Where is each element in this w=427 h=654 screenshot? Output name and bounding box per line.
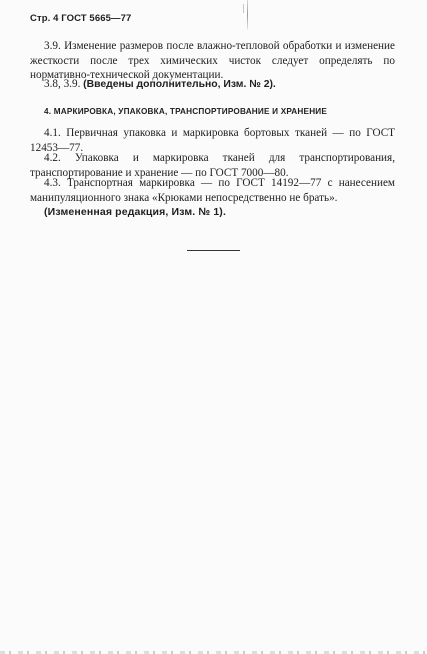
paragraph-3-8-bold-note: (Введены дополнительно, Изм. № 2). — [83, 79, 276, 90]
scan-mark — [247, 0, 248, 30]
paragraph-3-8-3-9-note — [30, 77, 395, 93]
section-title: 4. МАРКИРОВКА, УПАКОВКА, ТРАНСПОРТИРОВАНИЕ И ХРАНЕНИЕ — [44, 107, 328, 116]
revision-note: (Измененная редакция, Изм. № 1). — [44, 206, 227, 218]
section-divider — [187, 250, 240, 251]
paragraph-4-2: 4.2. Упаковка и маркировка тканей для транспортирования, транспортирование и хранение — по ГОСТ 7000—80. — [30, 152, 395, 179]
paragraph-3-9: 3.9. Изменение размеров после влажно-тепловой обработки и изменение жесткости после трех химических чисток следует определять по нормативно-технической документации. — [30, 40, 395, 82]
paragraph-4-3: 4.3. Транспортная маркировка — по ГОСТ 14192—77 с нанесением манипуляционного знака «Крюками непосредственно не брать». — [30, 177, 395, 204]
paragraph-3-8-prefix: 3.8, 3.9. — [44, 78, 84, 90]
page-header: Стр. 4 ГОСТ 5665—77 — [30, 13, 132, 24]
scan-mark-small — [243, 4, 244, 13]
paragraph-4-1: 4.1. Первичная упаковка и маркировка бортовых тканей — по ГОСТ 12453—77. — [30, 127, 395, 154]
